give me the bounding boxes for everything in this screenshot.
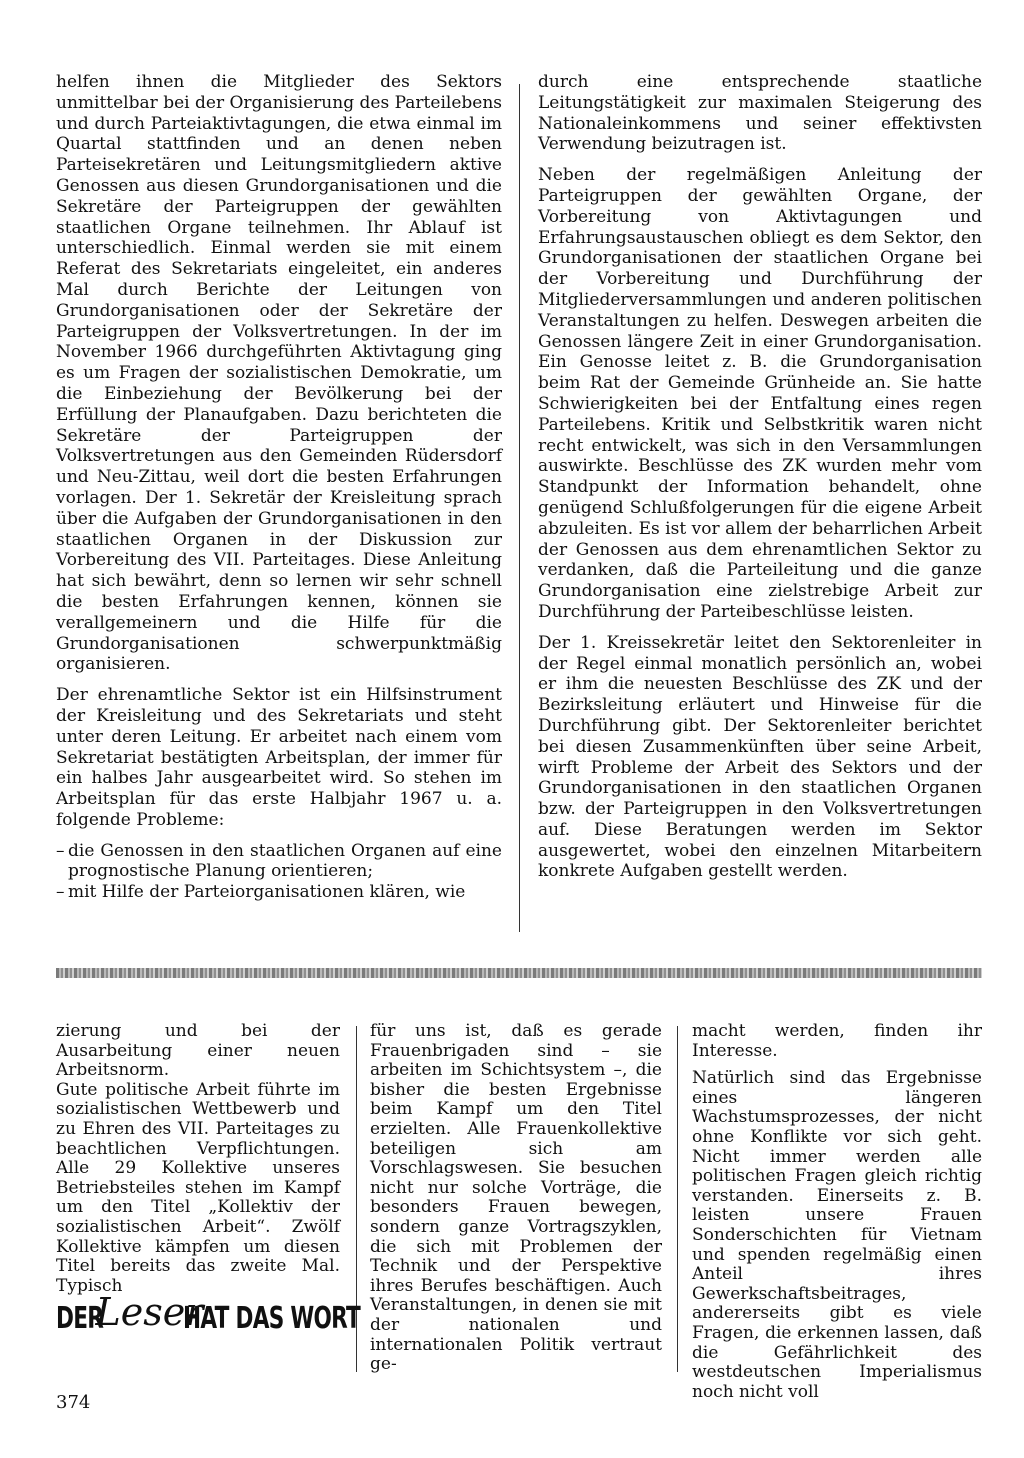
list-item [56,841,502,883]
bottom-column-2 [370,1022,662,1383]
problem-list [56,841,502,903]
paragraph: für uns ist, daß es gerade Frauenbrigaden sind – sie arbeiten im Schichtsystem –, die bisher die besten Ergebnisse beim Kampf um den Titel erzielten. Alle Frauenkollektive beteiligen sich am Vorschlagswesen. Sie besuchen nicht nur solche Vorträge, die besonders Frauen bewegen, sondern ganze Vortragszyklen, die sich mit Problemen der Technik und der Perspektive ihres Berufes beschäftigen. Auch Veranstaltungen, in denen sie mit der nationalen und internationalen Politik vertraut ge- [370,1021,662,1375]
masthead-left-word: DER [56,1300,104,1336]
page-number: 374 [56,1392,91,1413]
paragraph: Der ehrenamtliche Sektor ist ein Hilfsinstrument der Kreisleitung und des Sekretariats und steht unter deren Leitung. Er arbeitet nach einem vom Sekretariat bestätigten Arbeitsplan, der immer für ein halbes Jahr ausgearbeitet wird. So stehen im Arbeitsplan für das erste Halbjahr 1967 u. a. folgende Probleme: [56,685,502,830]
list-item-text: mit Hilfe der Parteiorganisationen klären, wie [68,882,466,903]
section-masthead [56,1290,361,1346]
top-left-column [56,72,502,903]
paragraph: Der 1. Kreissekretär leitet den Sektorenleiter in der Regel einmal monatlich persönlich an, wobei er ihm die neuesten Beschlüsse des ZK und der Bezirksleitung erläutert und Hinweise für die Durchführung gibt. Der Sektorenleiter berichtet bei diesen Zusammenkünften über seine Arbeit, wirft Probleme der Arbeit des Sektors und der Grundorganisationen in den staatlichen Organen bzw. der Parteigruppen in den Volksvertretungen auf. Diese Beratungen werden im Sektor ausgewertet, wobei den einzelnen Mitarbeitern konkrete Aufgaben gestellt werden. [538,632,982,882]
section-divider-band [56,968,982,978]
top-right-column [538,72,982,882]
paragraph: macht werden, finden ihr Interesse. [692,1021,982,1061]
paragraph: Gute politische Arbeit führte im sozialistischen Wettbewerb und zu Ehren des VII. Parteitages zu beachtlichen Verpflichtungen. Alle 29 Kollektive unseres Betriebsteiles stehen im Kampf um den Titel „Kollektiv der sozialistischen Arbeit“. Zwölf Kollektive kämpfen um diesen Titel bereits das zweite Mal. Typisch [56,1079,340,1296]
paragraph: Natürlich sind das Ergebnisse eines längeren Wachstumsprozesses, der nicht ohne Konflikte vor sich geht. Nicht immer werden alle politischen Fragen gleich richtig verstanden. Einerseits z. B. leisten unsere Frauen Sonderschichten für Vietnam und spenden regelmäßig einen Anteil ihres Gewerkschaftsbeitrages, andererseits gibt es viele Fragen, die erkennen lassen, daß die Gefährlichkeit des westdeutschen Imperialismus noch nicht voll [692,1068,982,1402]
paragraph: Neben der regelmäßigen Anleitung der Parteigruppen der gewählten Organe, der Vorbereitung von Aktivtagungen und Erfahrungsaustauschen obliegt es dem Sektor, den Grundorganisationen der staatlichen Organe bei der Vorbereitung und Durchführung der Mitgliederversammlungen und anderen politischen Veranstaltungen zu helfen. Deswegen arbeiten die Genossen längere Zeit in einer Grundorganisation. Ein Genosse leitet z. B. die Grundorganisation beim Rat der Gemeinde Grünheide an. Sie hatte Schwierigkeiten bei der Entfaltung eines regen Parteilebens. Kritik und Selbstkritik waren nicht recht entwickelt, was sich in den Versammlungen auswirkte. Beschlüsse des ZK wurden mehr vom Standpunkt der Information behandelt, ohne genügend Schlußfolgerungen für die eigene Arbeit abzuleiten. Es ist vor allem der beharrlichen Arbeit der Genossen aus dem ehrenamtlichen Sektor zu verdanken, daß die Parteileitung und die ganze Grundorganisation eine zielstrebige Arbeit zur Durchführung der Parteibeschlüsse leisten. [538,165,982,622]
paragraph: helfen ihnen die Mitglieder des Sektors unmittelbar bei der Organisierung des Parteilebens und durch Parteiaktivtagungen, die etwa einmal im Quartal stattfinden und an denen neben Parteisekretären und Leitungsmitgliedern aktive Genossen aus diesen Grundorganisationen und die Sekretäre der Parteigruppen der gewählten staatlichen Organe teilnehmen. Ihr Ablauf ist unterschiedlich. Einmal werden sie mit einem Referat des Sekretariats eingeleitet, ein anderes Mal durch Berichte der Leitungen von Grundorganisationen oder der Sekretäre der Parteigruppen der Volksvertretungen. In der im November 1966 durchgeführten Aktivtagung ging es um Fragen der sozialistischen Demokratie, um die Einbeziehung der Bevölkerung bei der Erfüllung der Planaufgaben. Dazu berichteten die Sekretäre der Parteigruppen der Volksvertretungen aus den Gemeinden Rüdersdorf und Neu-Zittau, weil dort die besten Erfahrungen vorlagen. Der 1. Sekretär der Kreisleitung sprach über die Aufgaben der Grundorganisationen in den staatlichen Organen in der Diskussion zur Vorbereitung des VII. Parteitages. Diese Anleitung hat sich bewährt, denn so lernen wir sehr schnell die besten Erfahrungen kennen, können sie verallgemeinern und die Hilfe für die Grundorganisationen schwerpunktmäßig organisieren. [56,72,502,675]
bottom-column-1 [56,1022,340,1304]
bottom-column-3 [692,1022,982,1410]
column-divider [519,84,520,932]
masthead-right-words: HAT DAS WORT [183,1300,361,1336]
column-divider [677,1026,678,1372]
list-item [56,882,502,903]
paragraph: zierung und bei der Ausarbeitung einer neuen Arbeitsnorm. [56,1021,340,1081]
list-dash: – [56,840,65,861]
paragraph: durch eine entsprechende staatliche Leitungstätigkeit zur maximalen Steigerung des Nationaleinkommens und seiner effektivsten Verwendung beizutragen ist. [538,72,982,155]
list-item-text: die Genossen in den staatlichen Organen auf eine prognostische Planung orientieren; [68,840,502,882]
masthead-script-word: Leser [95,1290,204,1334]
list-dash: – [56,882,65,903]
